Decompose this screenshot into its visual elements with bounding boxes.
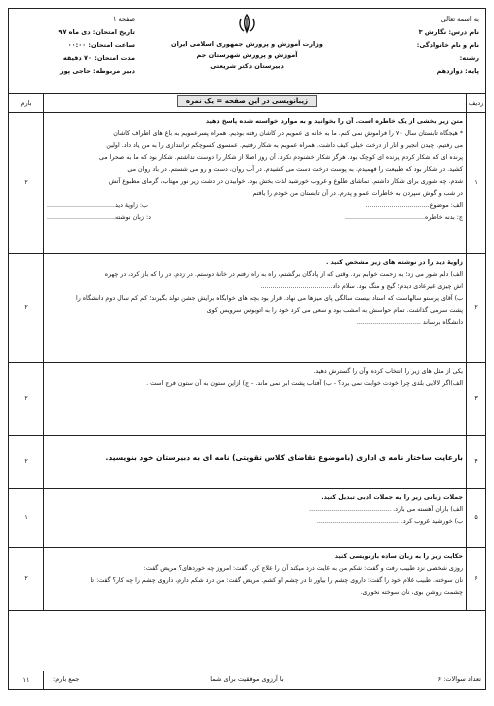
question-content [47, 363, 463, 393]
question-row [9, 113, 485, 254]
exam-date: تاریخ امتحان: دی ماه ۹۷ [58, 28, 135, 36]
question-content [47, 489, 463, 531]
exam-header [9, 9, 485, 94]
question-title: زاویهٔ دید را در نوشته های زیر مشخص کنید . [325, 259, 463, 266]
question-line: نان سوخته. طبیب غلام خود را گفت: داروی چشم را بیاور تا در چشم او کشم. مریض گفت: من درد شکم دارم، داروی چشم را چه کار؟ گفت: تا [90, 577, 463, 584]
student-name: نام و نام خانوادگی: [416, 41, 479, 49]
school-name: دبیرستان دکتر شریعتی [210, 62, 284, 70]
question-line: ب) خورشید غروب کرد. ......................................... [316, 518, 463, 525]
total-score-label: جمع بارم: [53, 675, 80, 683]
exam-duration: مدت امتحان: ۷۰ دقیقه [62, 54, 135, 62]
question-count: تعداد سوالات: ۶ [437, 675, 481, 683]
question-number: ۲ [466, 254, 485, 362]
question-number: ۵ [466, 489, 485, 547]
question-row [9, 363, 485, 436]
question-line: الف) باران آهسته می بارد. ......................................... [309, 506, 463, 513]
field: رشته: [459, 54, 479, 62]
question-line: الف)اگر لالایی بلدی چرا خودت خوابت نمی برد؟ - ب) آفتاب پشت ابر نمی ماند. - ج) ازاین ستون به آن ستون فرج است . [146, 380, 463, 387]
question-line: چشمت روشن بوی، نان سوخته نخوری. [360, 589, 463, 596]
question-title: حکایت زیر را به زبان ساده بازنویسی کنید [334, 553, 463, 560]
exam-footer [9, 671, 485, 689]
question-line: می رفتیم. چیدن انجیر و انار از درخت خیلی کیف داشت. همراه عمویم به شکار رفتیم. عمسوی کسوچکم ترانندازی را به من یاد داد. اولین [106, 142, 463, 149]
question-score: ۲ [9, 548, 44, 610]
question-row [9, 548, 485, 611]
question-score: ۲ [9, 254, 44, 362]
question-content [47, 113, 463, 227]
answer-blanks [47, 200, 463, 212]
question-line: پرنده ای که شکار کردم پرنده ای کوچک بود. هرگز شکار خشنودم نکرد. آن روز اصلا از شکار را دوست نداشتم. شکار بود که ما به صحرا می [99, 154, 463, 161]
exam-time: ساعت امتحان: ۰۰:۰۰ [67, 41, 135, 49]
question-score: ۱ [9, 489, 44, 547]
question-line: پشت سرمی گذاشت. تمام حواسش به امشب بود و سعی می کرد خود را به اتوبوس سرویس کوی [206, 307, 463, 314]
question-line: کشید. در شکار بود که طبیعت را فهمیدم. به پوست درخت دست می کشیدم. در آب روان، دست و رو می شستم. در باد روان می [127, 166, 463, 173]
exam-info [15, 13, 135, 78]
total-score-value: ۱۱ [9, 671, 44, 689]
question-line: الف) دلم شور می زد؛ به زحمت خوابم برد. وقتی که از پادگان برگشتم، راه به راه رفتم در خانهٔ دوستم. در زدم. در را که باز کرد، در چهره [104, 271, 463, 278]
bismillah: به اسمه تعالی [440, 15, 479, 23]
row-column-header: ردیف [466, 94, 485, 112]
question-content [47, 254, 463, 332]
good-luck-note: با آرزوی موفقیت برای شما [210, 675, 284, 683]
question-score: ۲ [9, 113, 44, 253]
blank-body: ج: بدنه خاطره........................................ [344, 214, 463, 221]
question-title: متن زیر بخشی از یک خاطره است. آن را بخوانید و به موارد خواسته شده پاسخ دهید [205, 118, 463, 125]
question-line: * هیجگاه تابستان سال ۷۰ را فراموش نمی کنم. ما به خانه ی عمویم در کاشان رفته بودیم. همراه پسرعمویم به باغ های اطراف کاشان [113, 130, 463, 137]
table-titlebar [9, 94, 485, 113]
question-number: ۴ [466, 436, 485, 488]
question-line: شدم. چه شوری برای شکار داشتم. تماشای طلوع و غروب خورشید لذت بخش بود. خوابیدن در دشت زیر نور مهتاب، گرمای مطبوع آتش [108, 178, 463, 185]
iran-emblem-icon [236, 13, 258, 35]
student-info [359, 13, 479, 78]
question-number: ۶ [466, 548, 485, 610]
course-name: نام درس: نگارش ۳ [418, 28, 479, 36]
office-name: آموزش و پرورش شهرستان جم [196, 51, 298, 59]
question-line: روزی شخصی نزد طبیب رفت و گفت: شکم من به غایت درد میکند آن را علاج کن. گفت: امروز چه خوردهای؟ مریض گفت: [143, 565, 463, 572]
question-number: ۳ [466, 363, 485, 435]
question-line: ب) آقای پرستو سالهاست که استاد بیست سالگی پای میزها می نهاد. قرار بود بچه های خوابگاه برایش جشن تولد بگیرند؛ کم کم سال دوم دانشگاه را [75, 295, 463, 302]
question-score: ۲ [9, 436, 44, 488]
question-title: بارعایت ساختار نامه ی اداری (باموضوع تقاضای کلاس تقویتی) نامه ای به دبیرستان خود بنویسید. [105, 453, 463, 462]
blank-point-of-view: ب: زاویهٔ دید.................................. [47, 202, 148, 209]
question-line: در شب و گوش سپردن به خاطرات عمو و پدرم. در آن تابستان من خودم را یافتم [252, 190, 463, 197]
question-line: اش چیزی غیرعادی دیدم؛ گیج و منگ بود. سلام داد.................................... [260, 283, 463, 290]
score-column-header: بارم [9, 94, 44, 112]
answer-blanks [47, 212, 463, 224]
question-line: یکی از مثل های زیر را انتخاب کرده وآن را گسترش دهید. [313, 368, 463, 375]
question-row [9, 254, 485, 363]
question-line: دانشگاه برساند ................................ [356, 319, 463, 326]
exam-page [8, 8, 486, 690]
question-row [9, 436, 485, 489]
grade: پایه: دوازدهم [436, 67, 479, 75]
question-number: ۱ [466, 113, 485, 253]
handwriting-note-text: زیبانویسی در این صفحه = یک نمره [177, 95, 317, 107]
ministry-name: وزارت آموزش و پرورش جمهوری اسلامی ایران [171, 40, 323, 48]
question-content [47, 548, 463, 602]
question-title: جملات زبانی زیر را به جملات ادبی تبدیل کنید. [321, 494, 463, 501]
blank-language: د: زبان نوشته.................................. [47, 214, 151, 221]
page-label: صفحه ۱ [112, 15, 135, 23]
question-content [47, 436, 463, 467]
question-score: ۲ [9, 363, 44, 435]
teacher-name: دبیر مربوطه: حاجی پور [59, 67, 135, 75]
header-center [159, 13, 335, 72]
question-row [9, 489, 485, 548]
handwriting-note [9, 97, 485, 105]
blank-topic: الف: موضوع................................ [365, 202, 463, 209]
